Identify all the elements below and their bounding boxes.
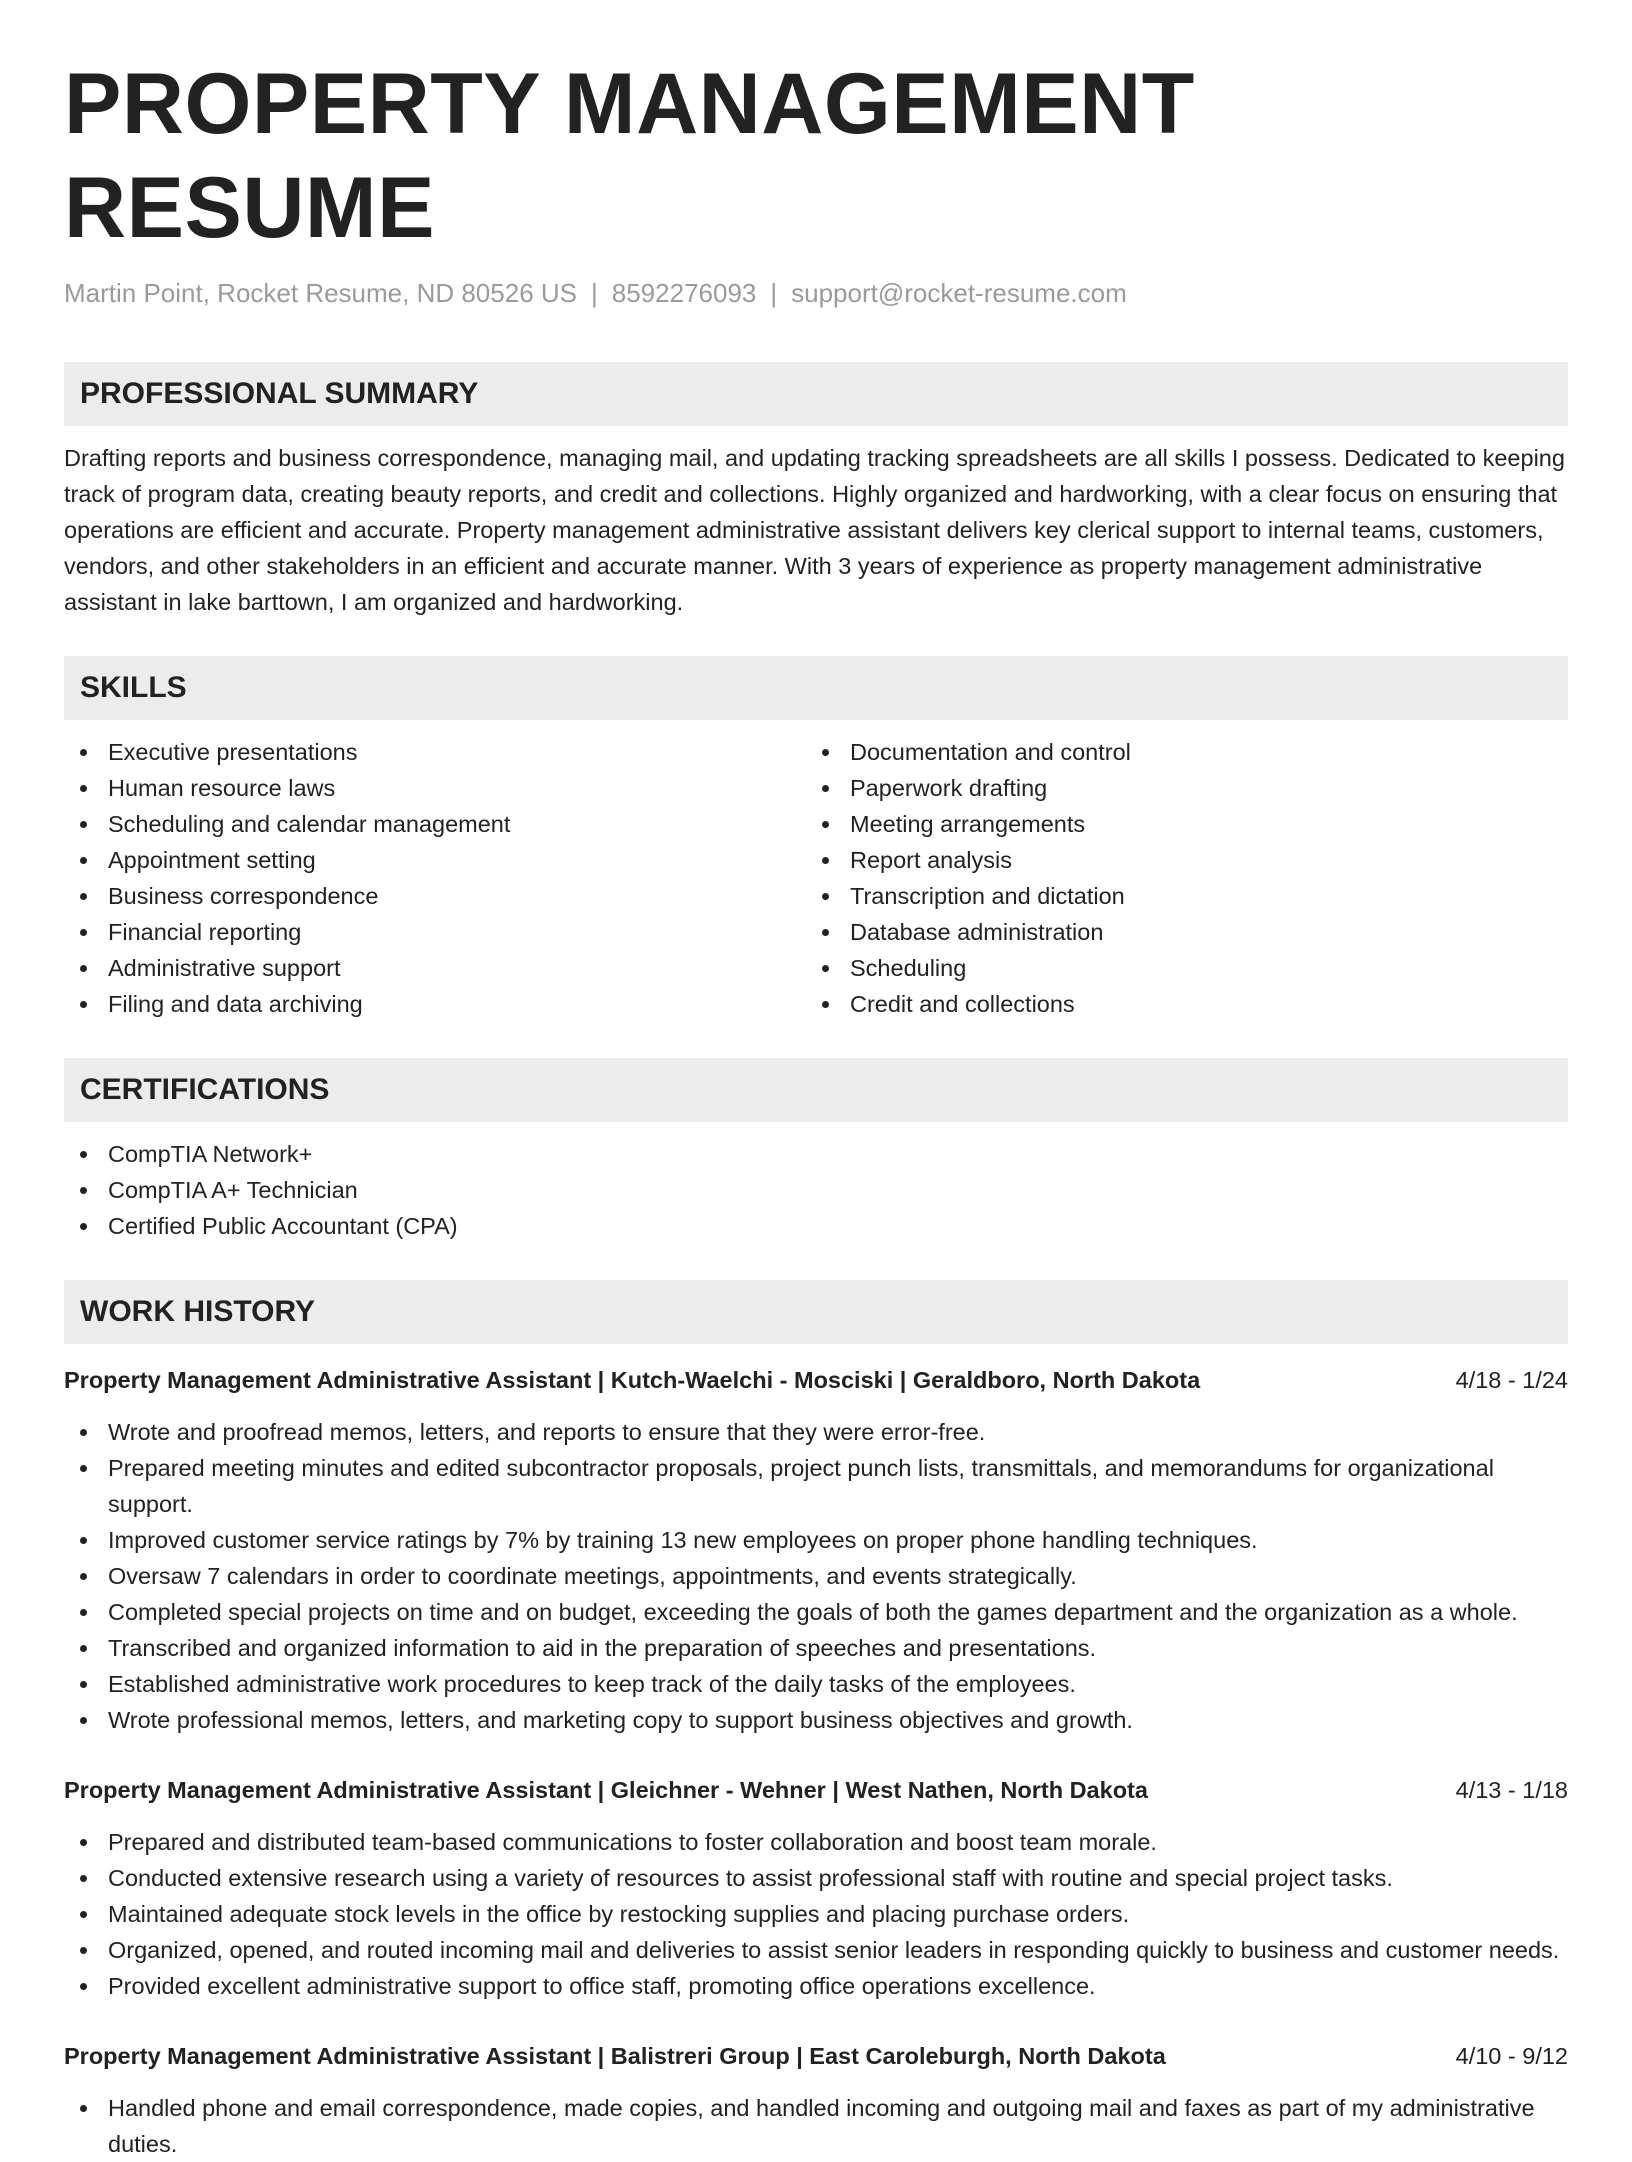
skill-item: Scheduling and calendar management: [64, 806, 806, 842]
summary-text: Drafting reports and business correspondence, managing mail, and updating tracking spreadsheets are all skills I possess. Dedicated to keeping track of program data, creating beauty reports, and credit and collections. Highly organized and hardworking, with a clear focus on ensuring that operations are efficient and accurate. Property management administrative assistant delivers key clerical support to internal teams, customers, vendors, and other stakeholders in an efficient and accurate manner. With 3 years of experience as property management administrative assistant in lake barttown, I am organized and hardworking.: [64, 445, 1565, 615]
skill-item: Appointment setting: [64, 842, 806, 878]
certification-list: [64, 1136, 1568, 1244]
section-heading-certifications: CERTIFICATIONS: [64, 1058, 1568, 1122]
job-bullet: Maintained adequate stock levels in the office by restocking supplies and placing purchase orders.: [64, 1896, 1568, 1932]
job-title: Property Management Administrative Assistant | Kutch-Waelchi - Mosciski | Geraldboro, North Dakota: [64, 1367, 1201, 1393]
job-bullet: Handled phone and email correspondence, made copies, and handled incoming and outgoing mail and faxes as part of my administrative duties.: [64, 2090, 1568, 2162]
job-bullet: Prepared meeting minutes and edited subcontractor proposals, project punch lists, transmittals, and memorandums for organizational support.: [64, 1450, 1568, 1522]
job-dates: 4/10 - 9/12: [1455, 2043, 1568, 2069]
skill-item: Administrative support: [64, 950, 806, 986]
contact-phone: 8592276093: [611, 278, 757, 308]
contact-address: Martin Point, Rocket Resume, ND 80526 US: [64, 278, 577, 308]
section-heading-work-history: WORK HISTORY: [64, 1280, 1568, 1344]
skill-item: Credit and collections: [806, 986, 1548, 1022]
job-bullet: Conducted extensive research using a variety of resources to assist professional staff with routine and special project tasks.: [64, 1860, 1568, 1896]
job-header: [64, 1362, 1568, 1398]
job-bullet: Completed special projects on time and on budget, exceeding the goals of both the games department and the organization as a whole.: [64, 1594, 1568, 1630]
skill-item: Filing and data archiving: [64, 986, 806, 1022]
job-bullet: Prepared and distributed team-based communications to foster collaboration and boost team morale.: [64, 1824, 1568, 1860]
skill-item: Human resource laws: [64, 770, 806, 806]
job-bullet: Wrote and proofread memos, letters, and reports to ensure that they were error-free.: [64, 1414, 1568, 1450]
job-title: Property Management Administrative Assistant | Gleichner - Wehner | West Nathen, North Dakota: [64, 1777, 1148, 1803]
contact-separator: |: [591, 278, 598, 308]
resume-title: PROPERTY MANAGEMENT RESUME: [64, 56, 1195, 256]
section-heading-summary: PROFESSIONAL SUMMARY: [64, 362, 1568, 426]
skills-grid: [64, 734, 1568, 1022]
skill-item: Documentation and control: [806, 734, 1548, 770]
skill-item: Financial reporting: [64, 914, 806, 950]
skills-column-right: [806, 734, 1548, 1022]
job-bullet: Established administrative work procedures to keep track of the daily tasks of the employees.: [64, 1666, 1568, 1702]
skill-item: Meeting arrangements: [806, 806, 1548, 842]
job-bullet: Wrote professional memos, letters, and marketing copy to support business objectives and growth.: [64, 1702, 1568, 1738]
certification-item: CompTIA Network+: [64, 1136, 1568, 1172]
skill-item: Report analysis: [806, 842, 1548, 878]
job-bullet-list: [64, 1824, 1568, 2004]
job-bullet: Transcribed and organized information to aid in the preparation of speeches and presentations.: [64, 1630, 1568, 1666]
skill-item: Business correspondence: [64, 878, 806, 914]
skill-item: Executive presentations: [64, 734, 806, 770]
job-header: [64, 1772, 1568, 1808]
job-bullet-list: [64, 1414, 1568, 1738]
skill-item: Paperwork drafting: [806, 770, 1548, 806]
contact-email: support@rocket-resume.com: [791, 278, 1127, 308]
contact-separator: |: [770, 278, 778, 308]
job-dates: 4/18 - 1/24: [1455, 1367, 1568, 1393]
section-heading-skills: SKILLS: [64, 656, 1568, 720]
job-bullet-list: [64, 2090, 1568, 2162]
job-header: [64, 2038, 1568, 2074]
job-title: Property Management Administrative Assistant | Balistreri Group | East Caroleburgh, North Dakota: [64, 2043, 1166, 2069]
job-bullet: Organized, opened, and routed incoming mail and deliveries to assist senior leaders in responding quickly to business and customer needs.: [64, 1932, 1568, 1968]
job-entry: [64, 1772, 1568, 2004]
job-bullet: Improved customer service ratings by 7% by training 13 new employees on proper phone handling techniques.: [64, 1522, 1568, 1558]
skill-item: Transcription and dictation: [806, 878, 1548, 914]
job-entry: [64, 1362, 1568, 1738]
skills-column-left: [64, 734, 806, 1022]
skill-item: Scheduling: [806, 950, 1548, 986]
contact-line: [64, 276, 1568, 310]
job-dates: 4/13 - 1/18: [1455, 1777, 1568, 1803]
skill-item: Database administration: [806, 914, 1548, 950]
certification-item: CompTIA A+ Technician: [64, 1172, 1568, 1208]
job-bullet: Oversaw 7 calendars in order to coordinate meetings, appointments, and events strategically.: [64, 1558, 1568, 1594]
resume-page: [64, 52, 1568, 2162]
job-bullet: Provided excellent administrative support to office staff, promoting office operations excellence.: [64, 1968, 1568, 2004]
job-entry: [64, 2038, 1568, 2162]
certification-item: Certified Public Accountant (CPA): [64, 1208, 1568, 1244]
